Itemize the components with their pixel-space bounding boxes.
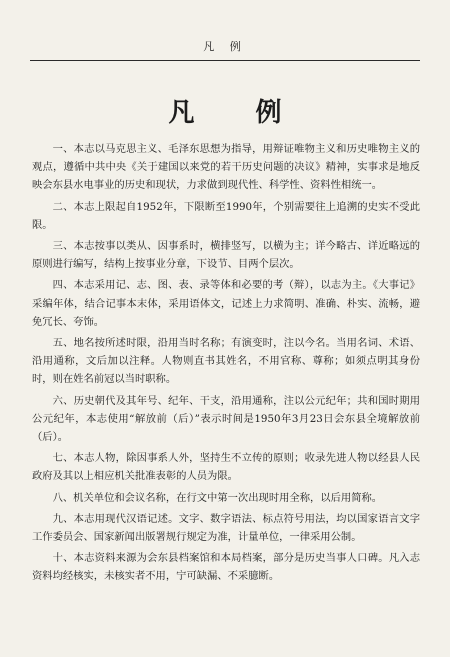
paragraph-7: 七、本志人物，除因事系人外，坚持生不立传的原则；收录先进人物以经县人民政府及其以上相应机关批准表彰的人员为限。 [32,452,420,483]
paragraph-10: 十、本志资料来源为会东县档案馆和本局档案，部分是历史当事人口碑。凡入志资料均经核实，未核实者不用，宁可缺漏、不采臆断。 [32,552,420,583]
page-title: 凡 例 [168,98,308,128]
paragraph-9: 九、本志用现代汉语记述。文字、数字语法、标点符号用法，均以国家语言文字工作委员会、国家新闻出版署规行规定为准，计量单位，一律采用公制。 [32,512,420,544]
paragraph-4: 四、本志采用记、志、图、表、录等体和必要的考（辩），以志为主。《大事记》采编年体，结合记事本末体，采用语体文，记述上力求简明、准确、朴实、流畅，避免冗长、夸饰。 [32,279,420,328]
running-header: 凡 例 [203,40,247,53]
paragraph-5: 五、地名按所述时限，沿用当时名称；有演变时，注以今名。当用名词、术语、沿用通称，文后加以注释。人物则直书其姓名，不用官称、尊称；如须点明其身份时，则在姓名前冠以当时职称。 [32,337,420,386]
paragraph-2: 二、本志上限起自1952年，下限断至1990年，个别需要往上追溯的史实不受此限。 [32,200,420,231]
paragraph-3: 三、本志按事以类从、因事系时，横排竖写，以横为主；详今略古、详近略远的原则进行编写，结构上按事业分章，下设节、目两个层次。 [32,240,420,271]
paragraph-1: 一、本志以马克思主义、毛泽东思想为指导，用辩证唯物主义和历史唯物主义的观点，遵循中共中央《关于建国以来党的若干历史问题的决议》精神，实事求是地反映会东县水电事业的历史和现状，力求做到现代性、科学性、资料性相统一。 [32,143,420,192]
paragraph-6: 六、历史朝代及其年号、纪年、干支，沿用通称，注以公元纪年；共和国时期用公元纪年，本志使用“解放前（后）”表示时间是1950年3月23日会东县全境解放前（后）。 [32,394,420,444]
paragraph-8: 八、机关单位和会议名称，在行文中第一次出现时用全称，以后用简称。 [52,491,383,504]
header-rule [30,60,420,61]
body-text [32,140,420,589]
